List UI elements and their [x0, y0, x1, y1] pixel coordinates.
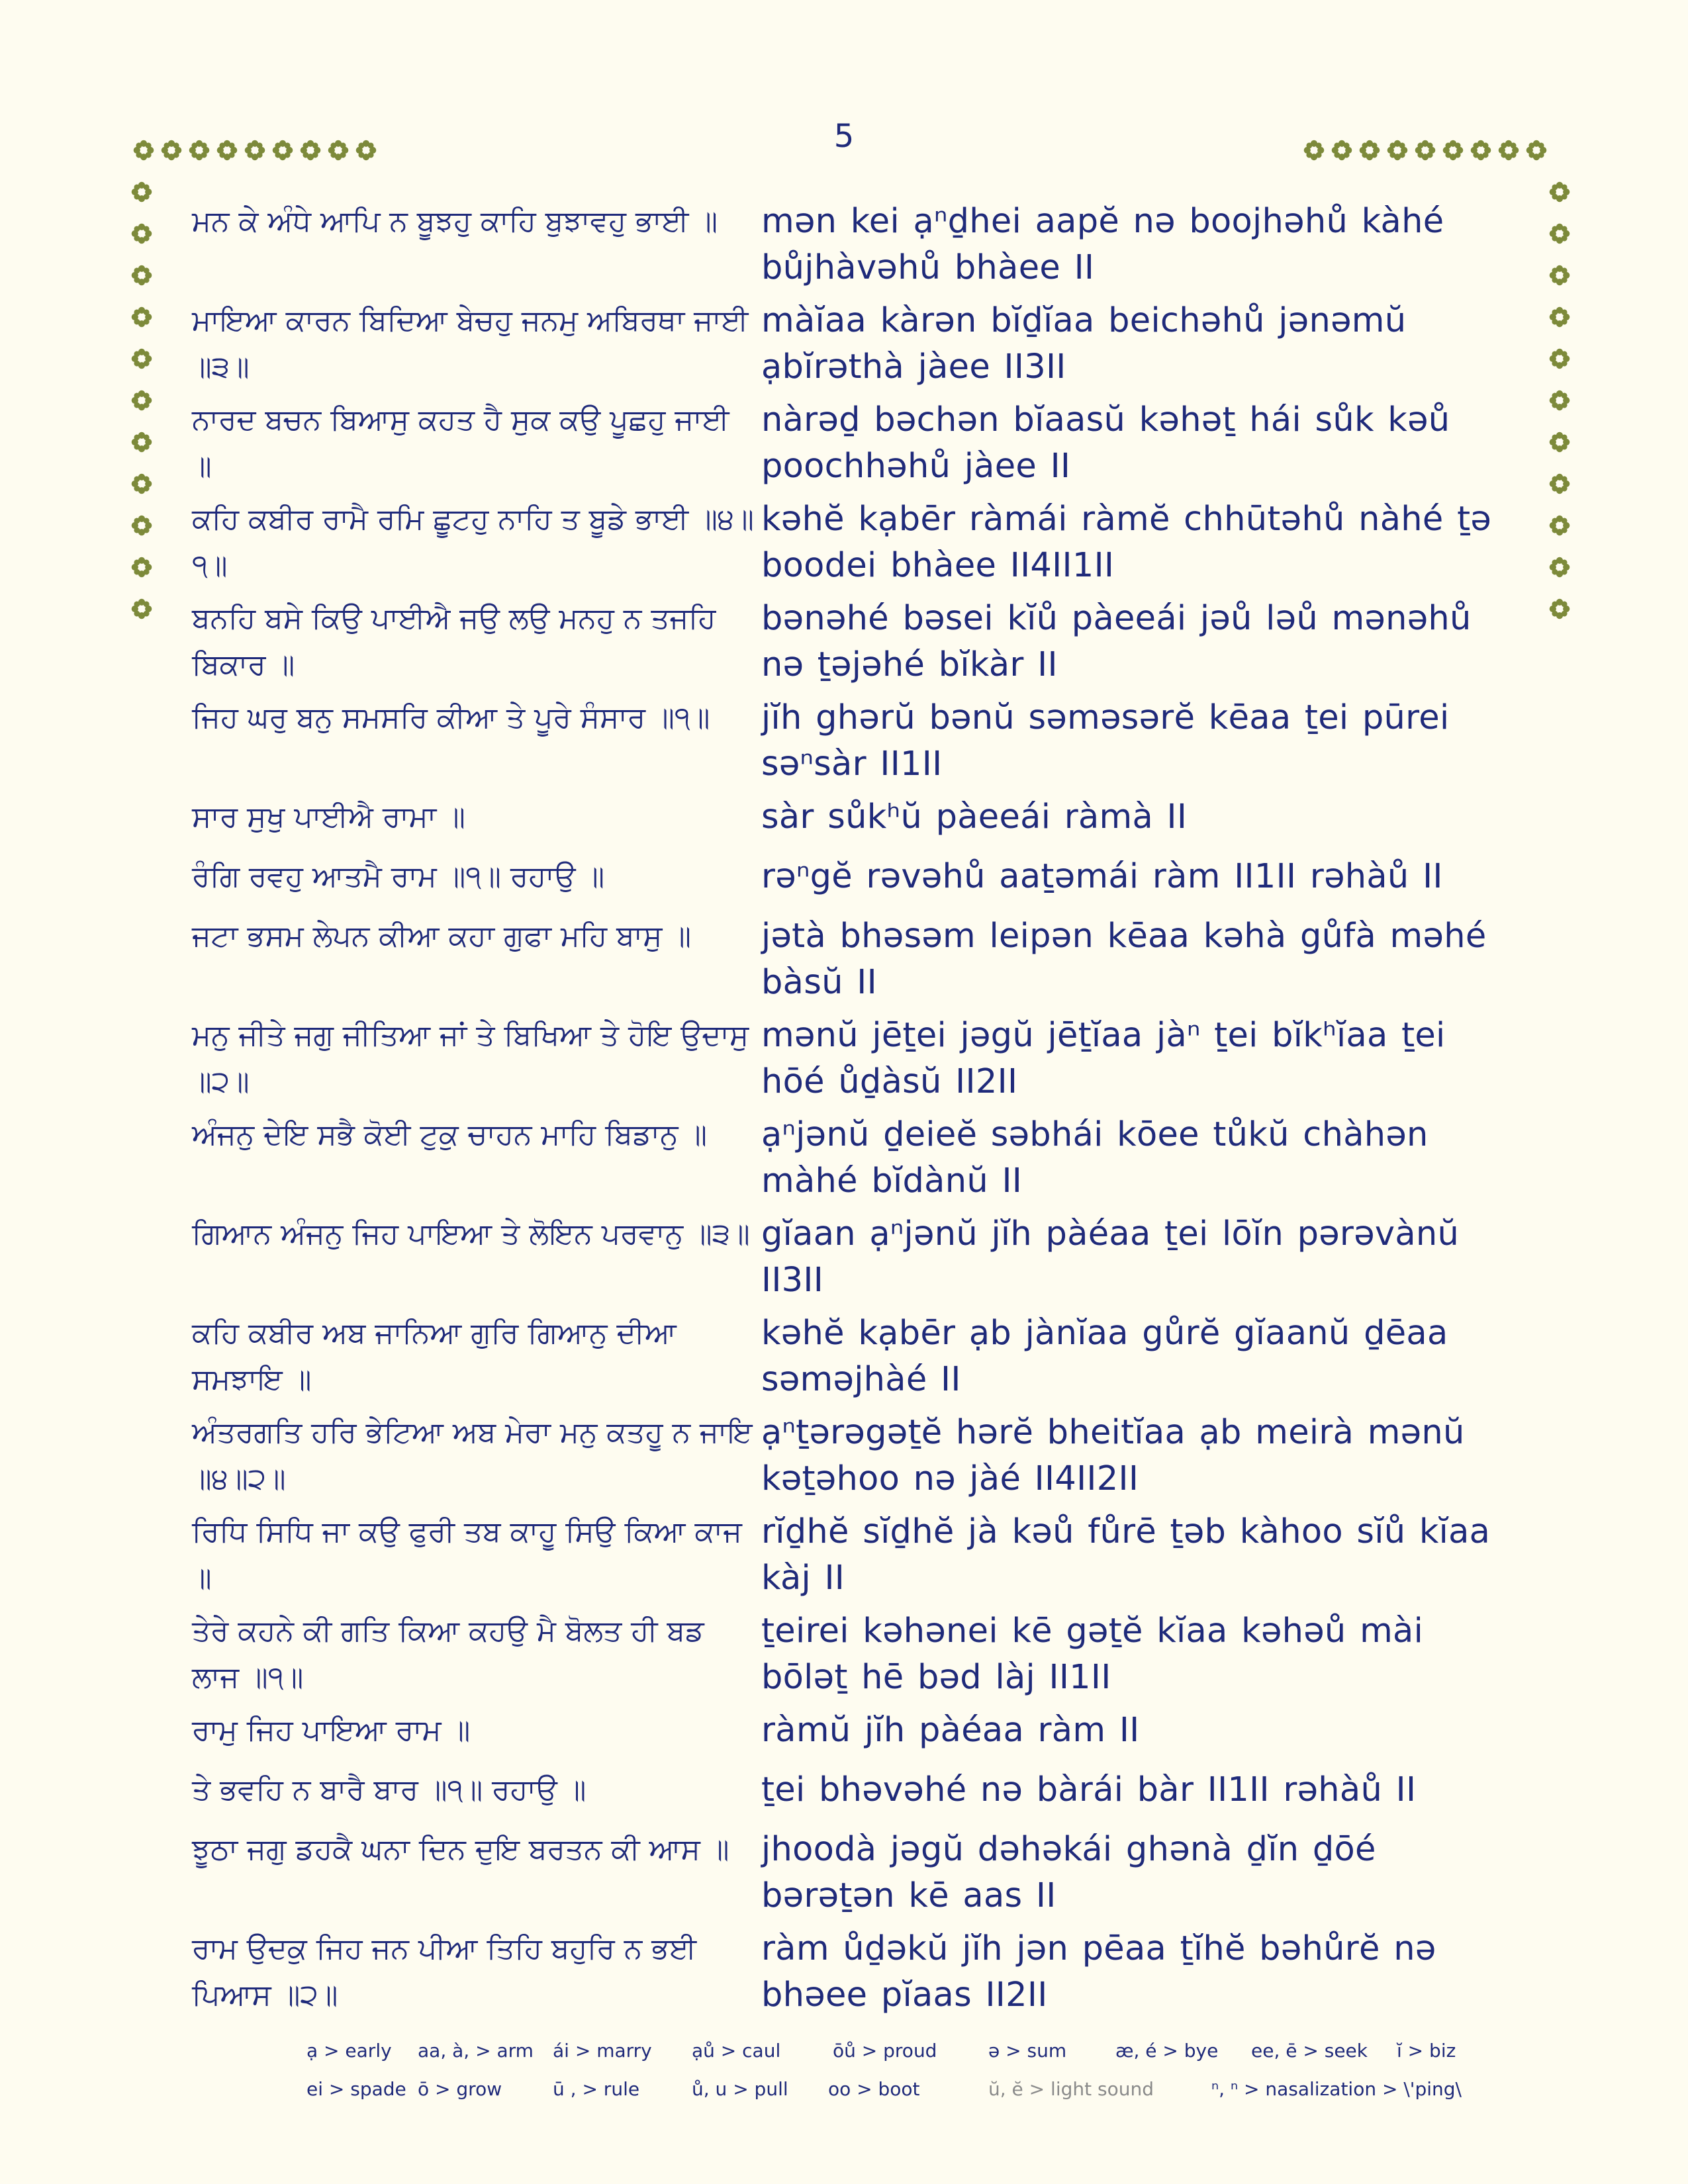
- verse-row: [192, 397, 1529, 496]
- transliteration-line: ṯeirei kəhənei kē gəṯĕ kĭaa kəhəů mài bōləṯ hē bəd làj II1II: [761, 1612, 1424, 1697]
- gurmukhi-line: ਮਨੁ ਜੀਤੇ ਜਗੁ ਜੀਤਿਆ ਜਾਂ ਤੇ ਬਿਖਿਆ ਤੇ ਹੋਇ ਉਦਾਸੁ ॥੨॥: [192, 1019, 749, 1099]
- legend-item: ōů > proud: [833, 2040, 937, 2062]
- gurmukhi-line: ਨਾਰਦ ਬਚਨ ਬਿਆਸੁ ਕਹਤ ਹੈ ਸੁਕ ਕਉ ਪੂਛਹੁ ਜਾਈ ॥: [192, 403, 729, 483]
- gurmukhi-line: ਕਹਿ ਕਬੀਰ ਰਾਮੈ ਰਮਿ ਛੂਟਹੁ ਨਾਹਿ ਤ ਬੂਡੇ ਭਾਈ ॥੪॥੧॥: [192, 502, 754, 582]
- transliteration-line: kəhĕ kạbēr ạb jànĭaa gůrĕ gĭaanŭ ḏēaa səməjhàé II: [761, 1314, 1448, 1399]
- transliteration-line: bənəhé bəsei kĭů pàeeái jəů ləů mənəhů nə ṯəjəhé bĭkàr II: [761, 599, 1472, 684]
- gurmukhi-line: ਜਟਾ ਭਸਮ ਲੇਪਨ ਕੀਆ ਕਹਾ ਗੁਫਾ ਮਹਿ ਬਾਸੁ ॥: [192, 919, 692, 953]
- legend-item: ŭ, ĕ > light sound: [988, 2078, 1154, 2100]
- pronunciation-legend: [306, 2040, 1498, 2116]
- flower-ornament-icon: [216, 139, 238, 161]
- flower-ornament-icon: [1548, 347, 1571, 370]
- transliteration-line: kəhĕ kạbēr ràmái ràmĕ chhūtəhů nàhé ṯə boodei bhàee II4II1II: [761, 500, 1492, 585]
- legend-item: ạ > early: [306, 2040, 392, 2062]
- gurmukhi-line: ਰਿਧਿ ਸਿਧਿ ਜਾ ਕਉ ਫੁਰੀ ਤਬ ਕਾਹੂ ਸਿਉ ਕਿਆ ਕਾਜ ॥: [192, 1515, 742, 1595]
- legend-item: æ, é > bye: [1115, 2040, 1219, 2062]
- transliteration-line: nàrəḏ bəchən bĭaasŭ kəhəṯ hái sůk kəů poochhəhů jàee II: [761, 400, 1450, 486]
- flower-ornament-icon: [130, 514, 153, 537]
- legend-item: ə > sum: [988, 2040, 1067, 2062]
- gurmukhi-line: ਝੂਠਾ ਜਗੁ ਡਹਕੈ ਘਨਾ ਦਿਨ ਦੁਇ ਬਰਤਨ ਕੀ ਆਸ ॥: [192, 1833, 729, 1866]
- verse-row: [192, 794, 1529, 854]
- flower-ornament-icon: [130, 431, 153, 453]
- legend-item: ái > marry: [553, 2040, 652, 2062]
- flower-ornament-icon: [130, 598, 153, 620]
- verse-row: [192, 1310, 1529, 1410]
- transliteration-line: mən kei ạⁿḏhei aapĕ nə boojhəhů kàhé bůjhàvəhů bhàee II: [761, 202, 1444, 287]
- flower-ornament-icon: [1548, 389, 1571, 412]
- flower-ornament-icon: [1548, 556, 1571, 578]
- transliteration-line: mənŭ jēṯei jəgŭ jēṯĭaa jàⁿ ṯei bĭkʰĭaa ṯei hōé ůḏàsŭ II2II: [761, 1016, 1446, 1101]
- gurmukhi-line: ਤੇ ਭਵਹਿ ਨ ਬਾਰੈ ਬਾਰ ॥੧॥ ਰਹਾਉ ॥: [192, 1773, 586, 1807]
- page-number: 5: [833, 118, 855, 155]
- flower-ornament-icon: [1548, 222, 1571, 245]
- legend-item: ĭ > biz: [1397, 2040, 1456, 2062]
- flower-ornament-icon: [271, 139, 294, 161]
- verse-row: [192, 1827, 1529, 1926]
- flower-ornament-icon: [1525, 139, 1548, 161]
- flower-ornament-icon: [1470, 139, 1492, 161]
- transliteration-line: rəⁿgĕ rəvəhů aaṯəmái ràm II1II rəhàů II: [761, 857, 1443, 896]
- transliteration-line: ràmŭ jĭh pàéaa ràm II: [761, 1711, 1140, 1750]
- flower-ornament-icon: [130, 306, 153, 328]
- legend-item: oo > boot: [828, 2078, 920, 2100]
- verse-row: [192, 199, 1529, 298]
- flower-ornament-icon: [130, 222, 153, 245]
- flower-ornament-icon: [1548, 473, 1571, 495]
- transliteration-line: rĭḏhĕ sĭḏhĕ jà kəů fůrē ṯəb kàhoo sĭů kĭaa kàj II: [761, 1512, 1491, 1598]
- legend-item: ạů > caul: [692, 2040, 781, 2062]
- verse-row: [192, 1013, 1529, 1112]
- flower-ornament-icon: [355, 139, 377, 161]
- flower-ornament-icon: [130, 181, 153, 203]
- flower-ornament-icon: [1497, 139, 1520, 161]
- flower-ornament-icon: [130, 556, 153, 578]
- transliteration-line: gĭaan ạⁿjənŭ jĭh pàéaa ṯei lōĭn pərəvànŭ II3II: [761, 1214, 1460, 1300]
- gurmukhi-line: ਮਾਇਆ ਕਾਰਨ ਬਿਦਿਆ ਬੇਚਹੁ ਜਨਮੁ ਅਬਿਰਥਾ ਜਾਈ ॥੩॥: [192, 304, 749, 384]
- flower-ornament-icon: [244, 139, 266, 161]
- flower-ornament-icon: [132, 139, 155, 161]
- gurmukhi-line: ਅੰਜਨੁ ਦੇਇ ਸਭੈ ਕੋਈ ਟੁਕੁ ਚਾਹਨ ਮਾਹਿ ਬਿਡਾਨੁ ॥: [192, 1118, 708, 1152]
- gurmukhi-line: ਬਨਹਿ ਬਸੇ ਕਿਉ ਪਾਈਐ ਜਉ ਲਉ ਮਨਹੁ ਨ ਤਜਹਿ ਬਿਕਾਰ ॥: [192, 602, 716, 682]
- verse-row: [192, 1608, 1529, 1707]
- transliteration-line: ạⁿṯərəgəṯĕ hərĕ bheitĭaa ạb meirà mənŭ kəṯəhoo nə jàé II4II2II: [761, 1413, 1465, 1498]
- gurmukhi-line: ਰਾਮ ਉਦਕੁ ਜਿਹ ਜਨ ਪੀਆ ਤਿਹਿ ਬਹੁਰਿ ਨ ਭਈ ਪਿਆਸ ॥੨॥: [192, 1932, 697, 2012]
- transliteration-line: jətà bhəsəm leipən kēaa kəhà gůfà məhé bàsŭ II: [761, 917, 1487, 1002]
- gurmukhi-line: ਕਹਿ ਕਬੀਰ ਅਬ ਜਾਨਿਆ ਗੁਰਿ ਗਿਆਨੁ ਦੀਆ ਸਮਝਾਇ ॥: [192, 1316, 677, 1396]
- flower-ornament-icon: [188, 139, 211, 161]
- flower-ornament-icon: [130, 347, 153, 370]
- flower-ornament-icon: [1548, 598, 1571, 620]
- gurmukhi-line: ਤੇਰੇ ਕਹਨੇ ਕੀ ਗਤਿ ਕਿਆ ਕਹਉ ਮੈ ਬੋਲਤ ਹੀ ਬਡ ਲਾਜ ॥੧॥: [192, 1614, 704, 1694]
- flower-ornament-icon: [1548, 264, 1571, 287]
- flower-ornament-icon: [1548, 431, 1571, 453]
- flower-ornament-icon: [130, 473, 153, 495]
- legend-item: aa, à, > arm: [418, 2040, 534, 2062]
- verse-row: [192, 695, 1529, 794]
- legend-item: ee, ē > seek: [1251, 2040, 1368, 2062]
- legend-item: ei > spade: [306, 2078, 406, 2100]
- flower-ornament-icon: [1386, 139, 1409, 161]
- flower-ornament-icon: [130, 264, 153, 287]
- gurmukhi-line: ਸਾਰ ਸੁਖੁ ਪਾਈਐ ਰਾਮਾ ॥: [192, 800, 465, 834]
- legend-item: ō > grow: [418, 2078, 502, 2100]
- gurmukhi-line: ਰੰਗਿ ਰਵਹੁ ਆਤਮੈ ਰਾਮ ॥੧॥ ਰਹਾਉ ॥: [192, 860, 605, 893]
- gurmukhi-line: ਮਨ ਕੇ ਅੰਧੇ ਆਪਿ ਨ ਬੂਝਹੁ ਕਾਹਿ ਬੁਝਾਵਹੁ ਭਾਈ ॥: [192, 205, 718, 238]
- gurmukhi-line: ਰਾਮੁ ਜਿਹ ਪਾਇਆ ਰਾਮ ॥: [192, 1713, 471, 1747]
- verse-row: [192, 854, 1529, 913]
- flower-ornament-icon: [1548, 181, 1571, 203]
- flower-ornament-icon: [1358, 139, 1381, 161]
- legend-item: ⁿ, ⁿ > nasalization > \'ping\: [1211, 2078, 1462, 2100]
- transliteration-line: ràm ůḏəkŭ jĭh jən pēaa ṯĭhĕ bəhůrĕ nə bhəee pĭaas II2II: [761, 1929, 1436, 2015]
- verse-row: [192, 596, 1529, 695]
- gurmukhi-line: ਜਿਹ ਘਰੁ ਬਨੁ ਸਮਸਰਿ ਕੀਆ ਤੇ ਪੂਰੇ ਸੰਸਾਰ ॥੧॥: [192, 701, 710, 735]
- transliteration-line: ạⁿjənŭ ḏeieĕ səbhái kōee tůkŭ chàhən màhé bĭdànŭ II: [761, 1115, 1429, 1201]
- flower-ornament-icon: [1548, 514, 1571, 537]
- verse-row: [192, 1509, 1529, 1608]
- legend-item: ů, u > pull: [692, 2078, 788, 2100]
- flower-ornament-icon: [1442, 139, 1464, 161]
- gurmukhi-line: ਅੰਤਰਗਤਿ ਹਰਿ ਭੇਟਿਆ ਅਬ ਮੇਰਾ ਮਨੁ ਕਤਹੂ ਨ ਜਾਇ ॥੪॥੨॥: [192, 1416, 753, 1496]
- legend-item: ū , > rule: [553, 2078, 640, 2100]
- verse-row: [192, 913, 1529, 1013]
- legend-row: [306, 2078, 1498, 2116]
- flower-ornament-icon: [1331, 139, 1353, 161]
- transliteration-line: ṯei bhəvəhé nə bàrái bàr II1II rəhàů II: [761, 1770, 1417, 1809]
- transliteration-line: jĭh ghərŭ bənŭ səməsərĕ kēaa ṯei pūrei səⁿsàr II1II: [761, 698, 1450, 784]
- flower-ornament-icon: [1548, 306, 1571, 328]
- transliteration-line: màĭaa kàrən bĭḏĭaa beichəhů jənəmŭ ạbĭrəthà jàee II3II: [761, 301, 1407, 387]
- flower-ornament-icon: [299, 139, 322, 161]
- flower-ornament-icon: [1303, 139, 1325, 161]
- verse-row: [192, 1926, 1529, 2025]
- flower-ornament-icon: [160, 139, 183, 161]
- verse-row: [192, 298, 1529, 397]
- verse-row: [192, 1112, 1529, 1211]
- verse-row: [192, 1410, 1529, 1509]
- legend-row: [306, 2040, 1498, 2078]
- verse-row: [192, 1767, 1529, 1827]
- flower-ornament-icon: [327, 139, 350, 161]
- verse-row: [192, 1211, 1529, 1310]
- verse-table: [192, 199, 1529, 2025]
- gurmukhi-line: ਗਿਆਨ ਅੰਜਨੁ ਜਿਹ ਪਾਇਆ ਤੇ ਲੋਇਨ ਪਰਵਾਨੁ ॥੩॥: [192, 1217, 750, 1251]
- flower-ornament-icon: [1414, 139, 1436, 161]
- verse-row: [192, 1707, 1529, 1767]
- transliteration-line: sàr sůkʰŭ pàeeái ràmà II: [761, 797, 1188, 837]
- transliteration-line: jhoodà jəgŭ dəhəkái ghənà ḏĭn ḏōé bərəṯən kē aas II: [761, 1830, 1376, 1915]
- flower-ornament-icon: [130, 389, 153, 412]
- verse-row: [192, 496, 1529, 596]
